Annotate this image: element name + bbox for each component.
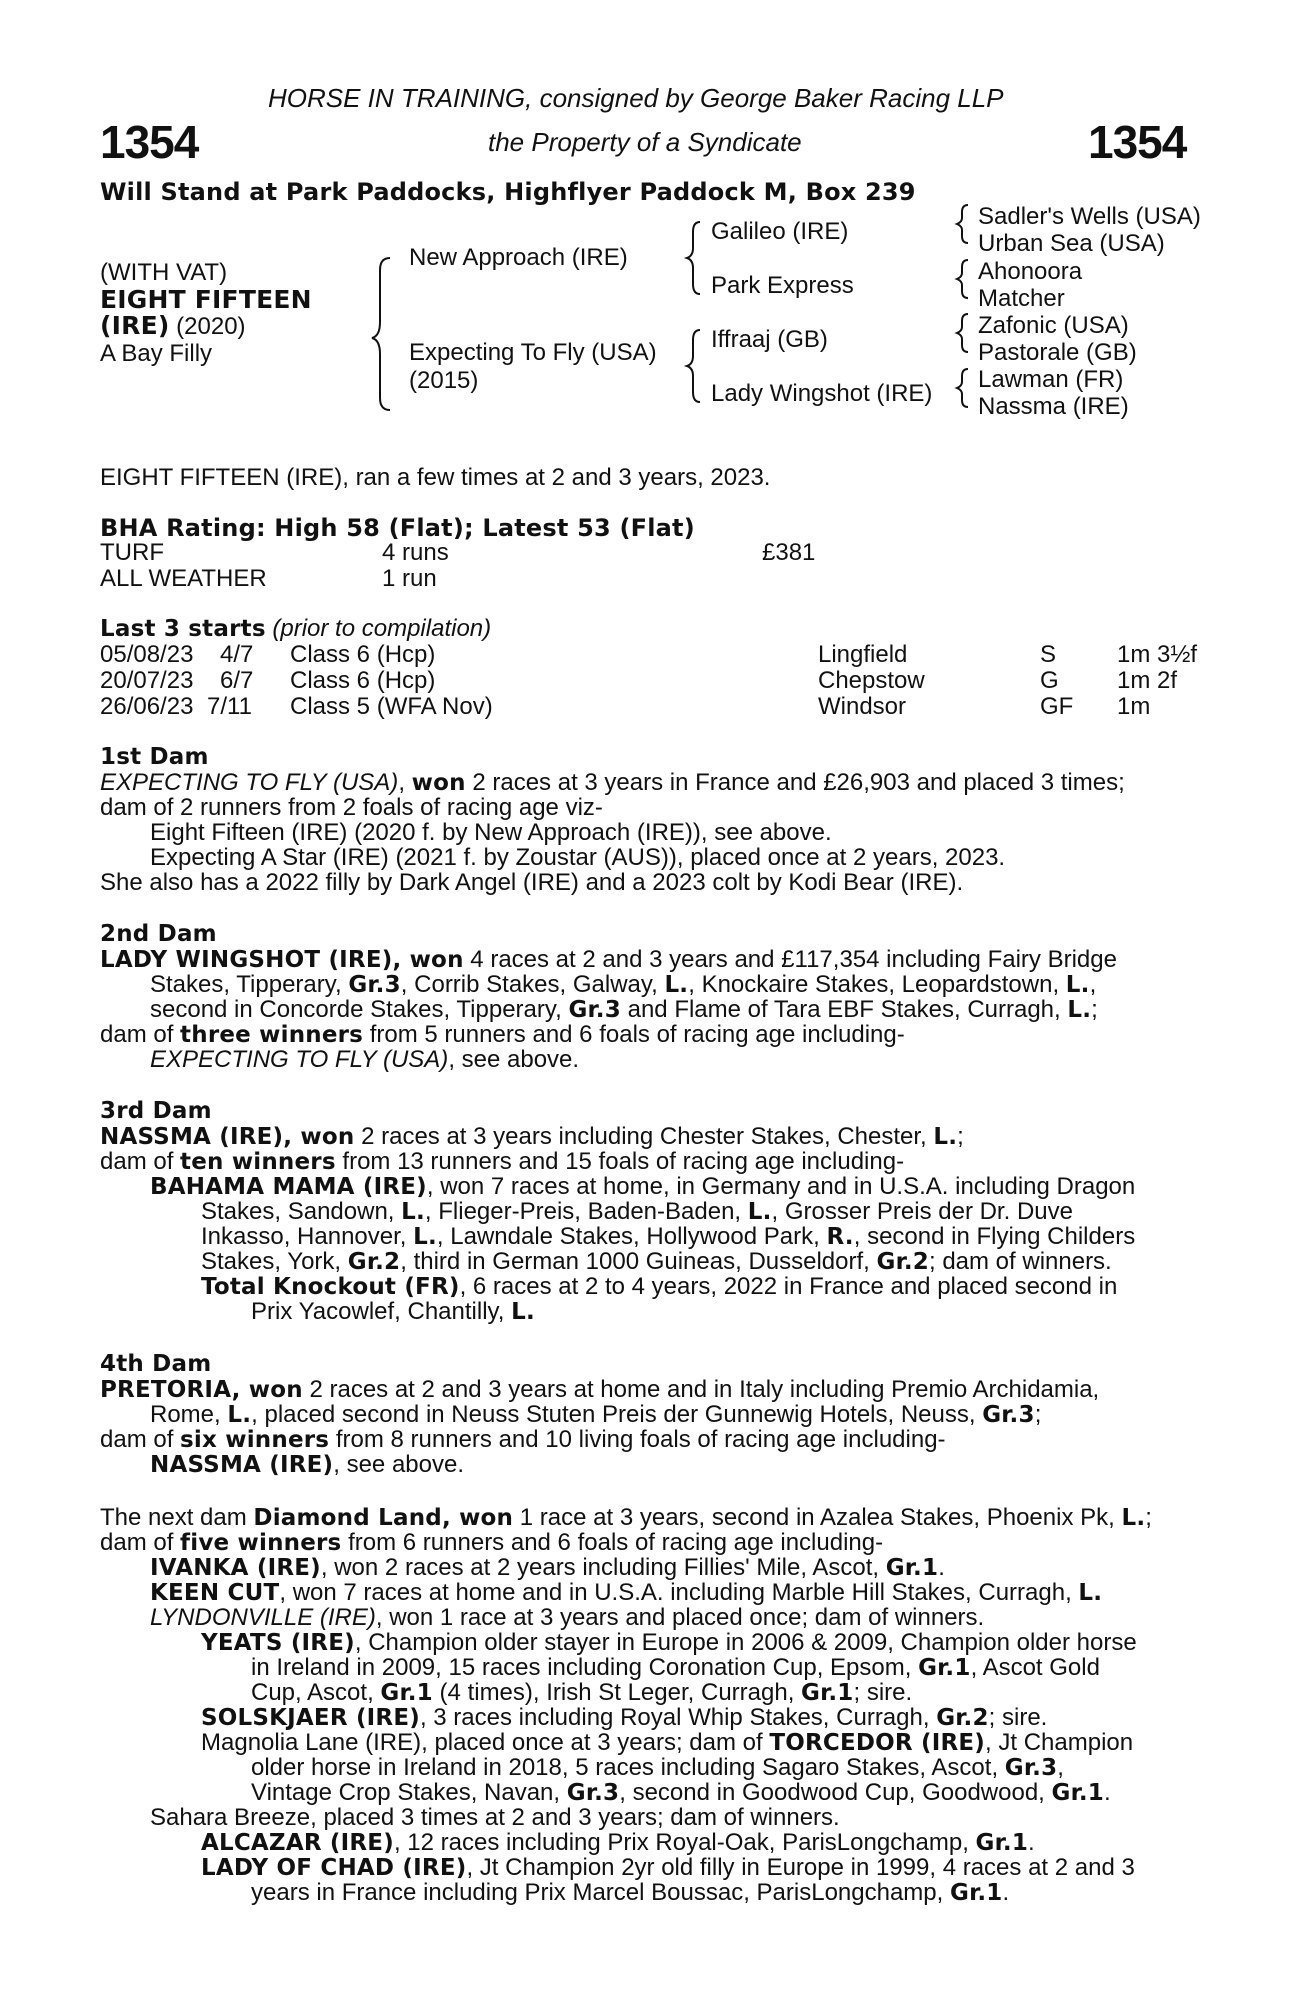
dam1-line2: dam of 2 runners from 2 foals of racing age viz-	[100, 794, 603, 821]
nextdam-solskjaer: SOLSKJAER (IRE), 3 races including Royal Whip Stakes, Curragh, Gr.2; sire.	[201, 1704, 1048, 1731]
rating-surface-turf: TURF	[100, 539, 164, 566]
ped-ddd: Nassma (IRE)	[978, 393, 1129, 420]
dam3-heading: 3rd Dam	[100, 1098, 212, 1124]
dam4-line3: dam of six winners from 8 runners and 10 living foals of racing age including-	[100, 1426, 946, 1453]
ped-sds: Ahonoora	[978, 258, 1083, 285]
start-race: Class 5 (WFA Nov)	[290, 693, 493, 720]
start-date: 05/08/23	[100, 641, 194, 668]
dam4-line2: Rome, L., placed second in Neuss Stuten Preis der Gunnewig Hotels, Neuss, Gr.3;	[150, 1401, 1042, 1428]
start-distance: 1m 2f	[1117, 667, 1178, 694]
start-pos: 7/11	[207, 693, 252, 720]
start-date: 26/06/23	[100, 693, 194, 720]
sire: New Approach (IRE)	[409, 244, 628, 271]
nextdam-line1: The next dam Diamond Land, won 1 race at 3 years, second in Azalea Stakes, Phoenix Pk, L.;	[100, 1504, 1152, 1531]
horse-name: EIGHT FIFTEEN	[100, 285, 312, 314]
dam1-line1: EXPECTING TO FLY (USA), won 2 races at 3 years in France and £26,903 and placed 3 times;	[100, 769, 1125, 796]
dam2-line3: second in Concorde Stakes, Tipperary, Gr.3 and Flame of Tara EBF Stakes, Curragh, L.;	[150, 996, 1098, 1023]
nextdam-yeats-2: in Ireland in 2009, 15 races including Coronation Cup, Epsom, Gr.1, Ascot Gold	[251, 1654, 1100, 1681]
nextdam-line2: dam of five winners from 6 runners and 6 foals of racing age including-	[100, 1529, 884, 1556]
dam3-bahama-1: BAHAMA MAMA (IRE), won 7 races at home, in Germany and in U.S.A. including Dragon	[150, 1173, 1136, 1200]
start-distance: 1m 3½f	[1117, 641, 1198, 668]
ped-dds: Lawman (FR)	[978, 366, 1124, 393]
nextdam-ladyofchad-1: LADY OF CHAD (IRE), Jt Champion 2yr old filly in Europe in 1999, 4 races at 2 and 3	[201, 1854, 1135, 1881]
nextdam-magnolia-3: Vintage Crop Stakes, Navan, Gr.3, second in Goodwood Cup, Goodwood, Gr.1.	[251, 1779, 1111, 1806]
nextdam-alcazar: ALCAZAR (IRE), 12 races including Prix Royal-Oak, ParisLongchamp, Gr.1.	[201, 1829, 1035, 1856]
dam4-line4: NASSMA (IRE), see above.	[150, 1451, 465, 1478]
starts-title: Last 3 starts (prior to compilation)	[100, 615, 492, 642]
rating-prize-turf: £381	[762, 539, 816, 566]
start-distance: 1m	[1117, 693, 1151, 720]
nextdam-ivanka: IVANKA (IRE), won 2 races at 2 years including Fillies' Mile, Ascot, Gr.1.	[150, 1554, 945, 1581]
dam2-line2: Stakes, Tipperary, Gr.3, Corrib Stakes, Galway, L., Knockaire Stakes, Leopardstown, L.,	[150, 971, 1097, 998]
nextdam-sahara: Sahara Breeze, placed 3 times at 2 and 3 years; dam of winners.	[150, 1804, 840, 1831]
start-pos: 6/7	[220, 667, 254, 694]
lot-number-right: 1354	[1088, 116, 1187, 168]
consignor-line: HORSE IN TRAINING, consigned by George Baker Racing LLP	[268, 83, 1004, 113]
dam3-line2: dam of ten winners from 13 runners and 15 foals of racing age including-	[100, 1148, 905, 1175]
start-race: Class 6 (Hcp)	[290, 667, 436, 694]
dam3-bahama-2: Stakes, Sandown, L., Flieger-Preis, Baden-Baden, L., Grosser Preis der Dr. Duve	[201, 1198, 1073, 1225]
dam3-total-1: Total Knockout (FR), 6 races at 2 to 4 years, 2022 in France and placed second in	[201, 1273, 1118, 1300]
property-line: the Property of a Syndicate	[488, 127, 802, 157]
horse-name-suffix: (IRE) (2020)	[100, 311, 246, 340]
dam-year: (2015)	[409, 367, 479, 394]
dam1-line5: She also has a 2022 filly by Dark Angel (IRE) and a 2023 colt by Kodi Bear (IRE).	[100, 869, 964, 896]
vat-note: (WITH VAT)	[100, 259, 228, 286]
start-course: Windsor	[818, 693, 907, 720]
lot-number-left: 1354	[100, 116, 199, 168]
nextdam-magnolia-2: older horse in Ireland in 2018, 5 races including Sagaro Stakes, Ascot, Gr.3,	[251, 1754, 1064, 1781]
ped-ssd: Urban Sea (USA)	[978, 230, 1165, 257]
ped-dsd: Pastorale (GB)	[978, 339, 1137, 366]
ped-sdd: Matcher	[978, 285, 1065, 312]
dam-dam: Lady Wingshot (IRE)	[711, 380, 933, 407]
start-going: G	[1040, 667, 1059, 694]
nextdam-keencut: KEEN CUT, won 7 races at home and in U.S.A. including Marble Hill Stakes, Curragh, L.	[150, 1579, 1103, 1606]
dam3-bahama-4: Stakes, York, Gr.2, third in German 1000 Guineas, Dusseldorf, Gr.2; dam of winners.	[201, 1248, 1112, 1275]
ped-sss: Sadler's Wells (USA)	[978, 203, 1201, 230]
start-race: Class 6 (Hcp)	[290, 641, 436, 668]
start-course: Lingfield	[818, 641, 908, 668]
nextdam-magnolia-1: Magnolia Lane (IRE), placed once at 3 years; dam of TORCEDOR (IRE), Jt Champion	[201, 1729, 1134, 1756]
start-going: S	[1040, 641, 1057, 668]
dam2-heading: 2nd Dam	[100, 921, 217, 947]
rating-title: BHA Rating: High 58 (Flat); Latest 53 (Flat)	[100, 514, 695, 542]
dam4-heading: 4th Dam	[100, 1351, 212, 1377]
start-course: Chepstow	[818, 667, 925, 694]
stabling-line: Will Stand at Park Paddocks, Highflyer Paddock M, Box 239	[100, 178, 916, 206]
dam1-heading: 1st Dam	[100, 744, 209, 770]
rating-runs-turf: 4 runs	[382, 539, 449, 566]
dam2-line1: LADY WINGSHOT (IRE), won 4 races at 2 and 3 years and £117,354 including Fairy Bridge	[100, 946, 1117, 973]
dam2-line5: EXPECTING TO FLY (USA), see above.	[150, 1046, 580, 1073]
nextdam-yeats-1: YEATS (IRE), Champion older stayer in Europe in 2006 & 2009, Champion older horse	[201, 1629, 1137, 1656]
dam1-progeny1: Eight Fifteen (IRE) (2020 f. by New Approach (IRE)), see above.	[150, 819, 832, 846]
horse-description: A Bay Filly	[100, 340, 213, 367]
race-summary: EIGHT FIFTEEN (IRE), ran a few times at 2 and 3 years, 2023.	[100, 464, 771, 491]
nextdam-lyndonville: LYNDONVILLE (IRE), won 1 race at 3 years and placed once; dam of winners.	[150, 1604, 985, 1631]
sire-sire: Galileo (IRE)	[711, 218, 849, 245]
start-pos: 4/7	[220, 641, 254, 668]
dam3-line1: NASSMA (IRE), won 2 races at 3 years including Chester Stakes, Chester, L.;	[100, 1123, 964, 1150]
dam-sire: Iffraaj (GB)	[711, 326, 828, 353]
dam4-line1: PRETORIA, won 2 races at 2 and 3 years at home and in Italy including Premio Archidamia,	[100, 1376, 1100, 1403]
dam: Expecting To Fly (USA)	[409, 339, 657, 366]
nextdam-yeats-3: Cup, Ascot, Gr.1 (4 times), Irish St Leger, Curragh, Gr.1; sire.	[251, 1679, 913, 1706]
start-going: GF	[1040, 693, 1074, 720]
rating-runs-aw: 1 run	[382, 565, 437, 592]
rating-surface-aw: ALL WEATHER	[100, 565, 267, 592]
dam2-line4: dam of three winners from 5 runners and 6 foals of racing age including-	[100, 1021, 905, 1048]
dam3-bahama-3: Inkasso, Hannover, L., Lawndale Stakes, Hollywood Park, R., second in Flying Childers	[201, 1223, 1136, 1250]
dam3-total-2: Prix Yacowlef, Chantilly, L.	[251, 1298, 535, 1325]
dam1-progeny2: Expecting A Star (IRE) (2021 f. by Zoustar (AUS)), placed once at 2 years, 2023.	[150, 844, 1006, 871]
start-date: 20/07/23	[100, 667, 194, 694]
sire-dam: Park Express	[711, 272, 854, 299]
ped-dss: Zafonic (USA)	[978, 312, 1129, 339]
nextdam-ladyofchad-2: years in France including Prix Marcel Boussac, ParisLongchamp, Gr.1.	[251, 1879, 1010, 1906]
